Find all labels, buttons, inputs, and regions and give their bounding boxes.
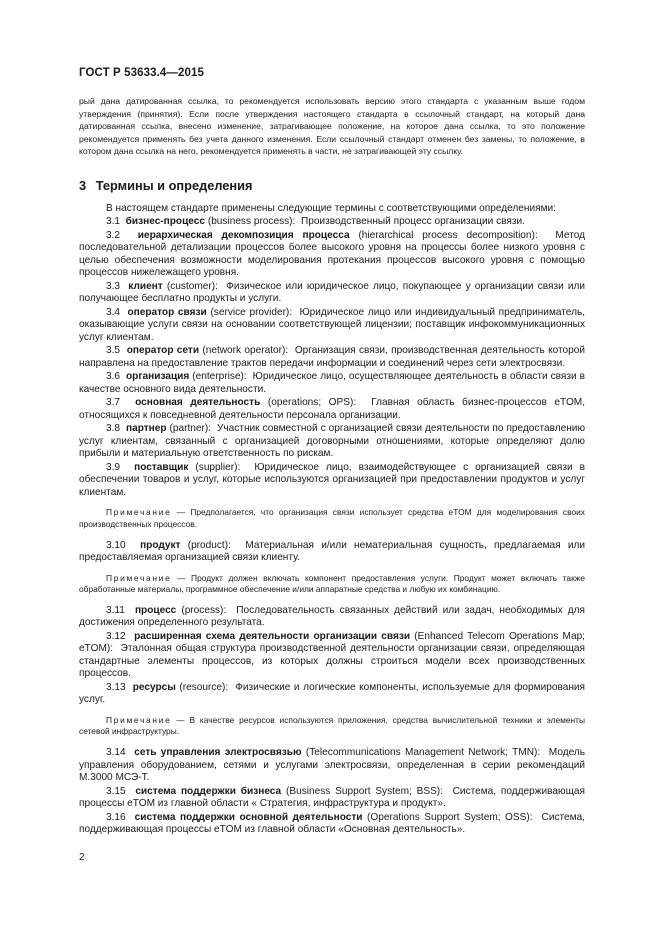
term-name: ресурсы	[132, 681, 176, 693]
note-text: В качестве ресурсов используются приложения, средства вычислительной техники и элементы сетевой инфраструктуры.	[79, 714, 585, 737]
term-definition: Модель управления оборудованием, сетями и услугами электросвязи, определенная в серии рекомендаций М.3000 МСЭ-Т.	[79, 747, 586, 784]
term-name: сеть управления электросвязью	[134, 747, 302, 759]
term-original: (hierarchical process decomposition):	[358, 229, 538, 241]
term-definition: Материальная и/или нематериальная сущность, предлагаемая или предоставляемая организацией связи клиенту.	[79, 539, 585, 564]
section-lead: В настоящем стандарте применены следующие термины с соответствующими определениями:	[106, 202, 556, 214]
term-entry	[79, 423, 585, 461]
page-content	[79, 95, 585, 837]
term-name: оператор связи	[127, 306, 207, 318]
term-name: организация	[126, 371, 190, 383]
term-number: 3.8	[106, 423, 121, 435]
term-entry	[79, 281, 585, 306]
term-name: клиент	[128, 280, 163, 292]
term-entry	[79, 371, 585, 396]
term-definition: Физические и логические компоненты, используемые для формирования услуг.	[79, 681, 585, 706]
term-number: 3.14	[106, 747, 126, 759]
term-name: оператор сети	[126, 345, 200, 357]
term-original: (Telecommunications Management Network; TMN):	[305, 747, 541, 759]
note-label: Примечание	[106, 714, 172, 725]
term-definition: Юридическое лицо, осуществляющее деятельность в области связи в качестве основного вида деятельности.	[79, 371, 585, 395]
term-number: 3.5	[106, 345, 121, 357]
term-number: 3.1	[106, 216, 121, 228]
term-definition: Производственный процесс организации связи.	[300, 216, 525, 228]
term-definition: Система, поддерживающая процессы eTOM из главной области « Стратегия, инфраструктура и продукт».	[79, 785, 585, 810]
term-original: (network operator):	[202, 345, 289, 357]
term-original: (Business Support System; BSS):	[286, 785, 443, 797]
term-definition: Эталонная общая структура производственной деятельности организации связи, определяющая стандартные элементы процессов, из которых должны строиться модели всех производственных процессов.	[79, 643, 586, 680]
term-number: 3.10	[106, 539, 126, 551]
term-original: (supplier):	[195, 461, 241, 473]
term-definition: Физическое или юридическое лицо, покупающее у организации связи или получающее бесплатно продукты и услуги.	[79, 280, 585, 305]
page-number: 2	[79, 852, 85, 863]
note-after-3-9: Примечание — Предполагается, что организация связи использует средства eTOM для моделирования своих производственных процессов.	[79, 507, 585, 530]
term-name: процесс	[134, 604, 177, 616]
term-number: 3.2	[106, 229, 121, 241]
intro-paragraph: рый дана датированная ссылка, то рекомендуется использовать версию этого стандарта с указанным выше годом утверждения (принятия). Если после утверждения настоящего стандарта в ссылочный стандарт, на который дана датированная ссылка, внесено изменение, затрагивающее положение, на которое дана ссылка, то это положение рекомендуется применять без учета данного изменения. Если ссылочный стандарт отменен без замены, то положение, в котором дана ссылка на него, рекомендуется применять в части, не затрагивающей эту ссылку.	[79, 96, 585, 157]
term-definition: Участник совместной с организацией связи деятельности по предоставлению услуг клиентам, связанный с организацией договорными отношениями, которые определяют долю прибыли и материальную ответственность по рискам.	[79, 423, 586, 460]
term-original: (resource):	[179, 681, 229, 693]
term-name: бизнес-процесс	[125, 216, 206, 228]
term-number: 3.9	[106, 461, 121, 473]
term-entry	[79, 605, 585, 630]
section-heading	[79, 178, 585, 193]
term-original: (customer):	[166, 280, 218, 292]
note-text: Предполагается, что организация связи использует средства eTOM для моделирования своих производственных процессов.	[79, 507, 585, 530]
term-entry	[79, 540, 585, 565]
term-number: 3.16	[106, 811, 126, 823]
term-definition: Главная область бизнес-процессов eTOM, относящихся к повседневной деятельности персонала организации.	[79, 397, 586, 421]
term-original: (process):	[181, 604, 227, 616]
note-label: Примечание	[106, 507, 172, 518]
standard-code-header: ГОСТ Р 53633.4—2015	[79, 67, 204, 79]
term-number: 3.12	[106, 630, 126, 642]
term-original: (partner):	[169, 423, 212, 435]
term-name: партнер	[126, 423, 167, 435]
term-name: система поддержки основной деятельности	[134, 811, 363, 823]
term-entry	[79, 216, 585, 229]
term-entry	[79, 786, 585, 811]
term-name: основная деятельность	[135, 397, 261, 409]
term-entry	[79, 230, 585, 280]
term-number: 3.7	[106, 397, 121, 409]
term-definition: Метод последовательной детализации процессов более высокого уровня на процессы более низкого уровня с целью обеспечения возможности моделирования протекания процессов высокого уровня с помощью процессов нижележащего уровня.	[79, 229, 585, 279]
note-text: Продукт должен включать компонент предоставления услуги. Продукт может включать также обработанные материалы, программное обеспечение и/или аппаратные средства и любую их комбинацию.	[79, 572, 586, 595]
term-number: 3.4	[106, 306, 121, 318]
term-name: поставщик	[134, 461, 189, 473]
term-entry	[79, 747, 585, 785]
note-after-3-13: Примечание — В качестве ресурсов используются приложения, средства вычислительной техники и элементы сетевой инфраструктуры.	[79, 714, 585, 737]
section-number: 3	[79, 177, 87, 193]
term-entry	[79, 812, 585, 837]
term-entry	[79, 631, 585, 681]
term-entry	[79, 307, 585, 345]
term-entry	[79, 682, 585, 707]
term-definition: Юридическое лицо или индивидуальный предприниматель, оказывающие услуги связи на основании соответствующей лицензии; поставщик инфокоммуникационных услуг клиентам.	[79, 306, 586, 343]
term-original: (service provider):	[210, 306, 293, 318]
note-label: Примечание	[106, 572, 172, 583]
term-number: 3.15	[106, 785, 126, 797]
note-after-3-10: Примечание — Продукт должен включать компонент предоставления услуги. Продукт может включать также обработанные материалы, программное обеспечение и/или аппаратные средства и любую их комбинацию.	[79, 572, 586, 595]
section-title: Термины и определения	[95, 177, 253, 193]
term-name: расширенная схема деятельности организации связи	[134, 630, 411, 642]
term-original: (product):	[187, 539, 231, 551]
term-number: 3.6	[106, 371, 121, 383]
term-name: продукт	[140, 539, 181, 551]
term-original: (operations; OPS):	[267, 397, 357, 409]
term-entry	[79, 462, 585, 500]
term-definition: Организация связи, производственная деятельность которой направлена на предоставление трактов передачи информации и соединений через сети электросвязи.	[79, 345, 585, 369]
term-number: 3.13	[106, 681, 126, 693]
term-number: 3.3	[106, 280, 121, 292]
term-number: 3.11	[106, 604, 125, 616]
term-definition: Юридическое лицо, взаимодействующее с организацией связи в обеспечении товаров и услуг, которые используются организацией при предоставлении продуктов и услуг клиентам.	[79, 461, 586, 498]
term-original: (Enhanced Telecom Operations Map; eTOM):	[79, 630, 585, 655]
term-definition: Система, поддерживающая процессы eTOM из главной области «Основная деятельность».	[79, 811, 585, 836]
term-definition: Последовательность связанных действий или задач, необходимых для достижения определенного результата.	[79, 604, 586, 629]
term-original: (Operations Support System; OSS):	[367, 811, 533, 823]
term-entry	[79, 345, 585, 370]
term-entry	[79, 397, 585, 422]
term-name: система поддержки бизнеса	[135, 785, 282, 797]
term-original: (enterprise):	[192, 371, 247, 383]
term-original: (business process):	[207, 216, 296, 228]
term-name: иерархическая декомпозиция процесса	[137, 229, 350, 241]
